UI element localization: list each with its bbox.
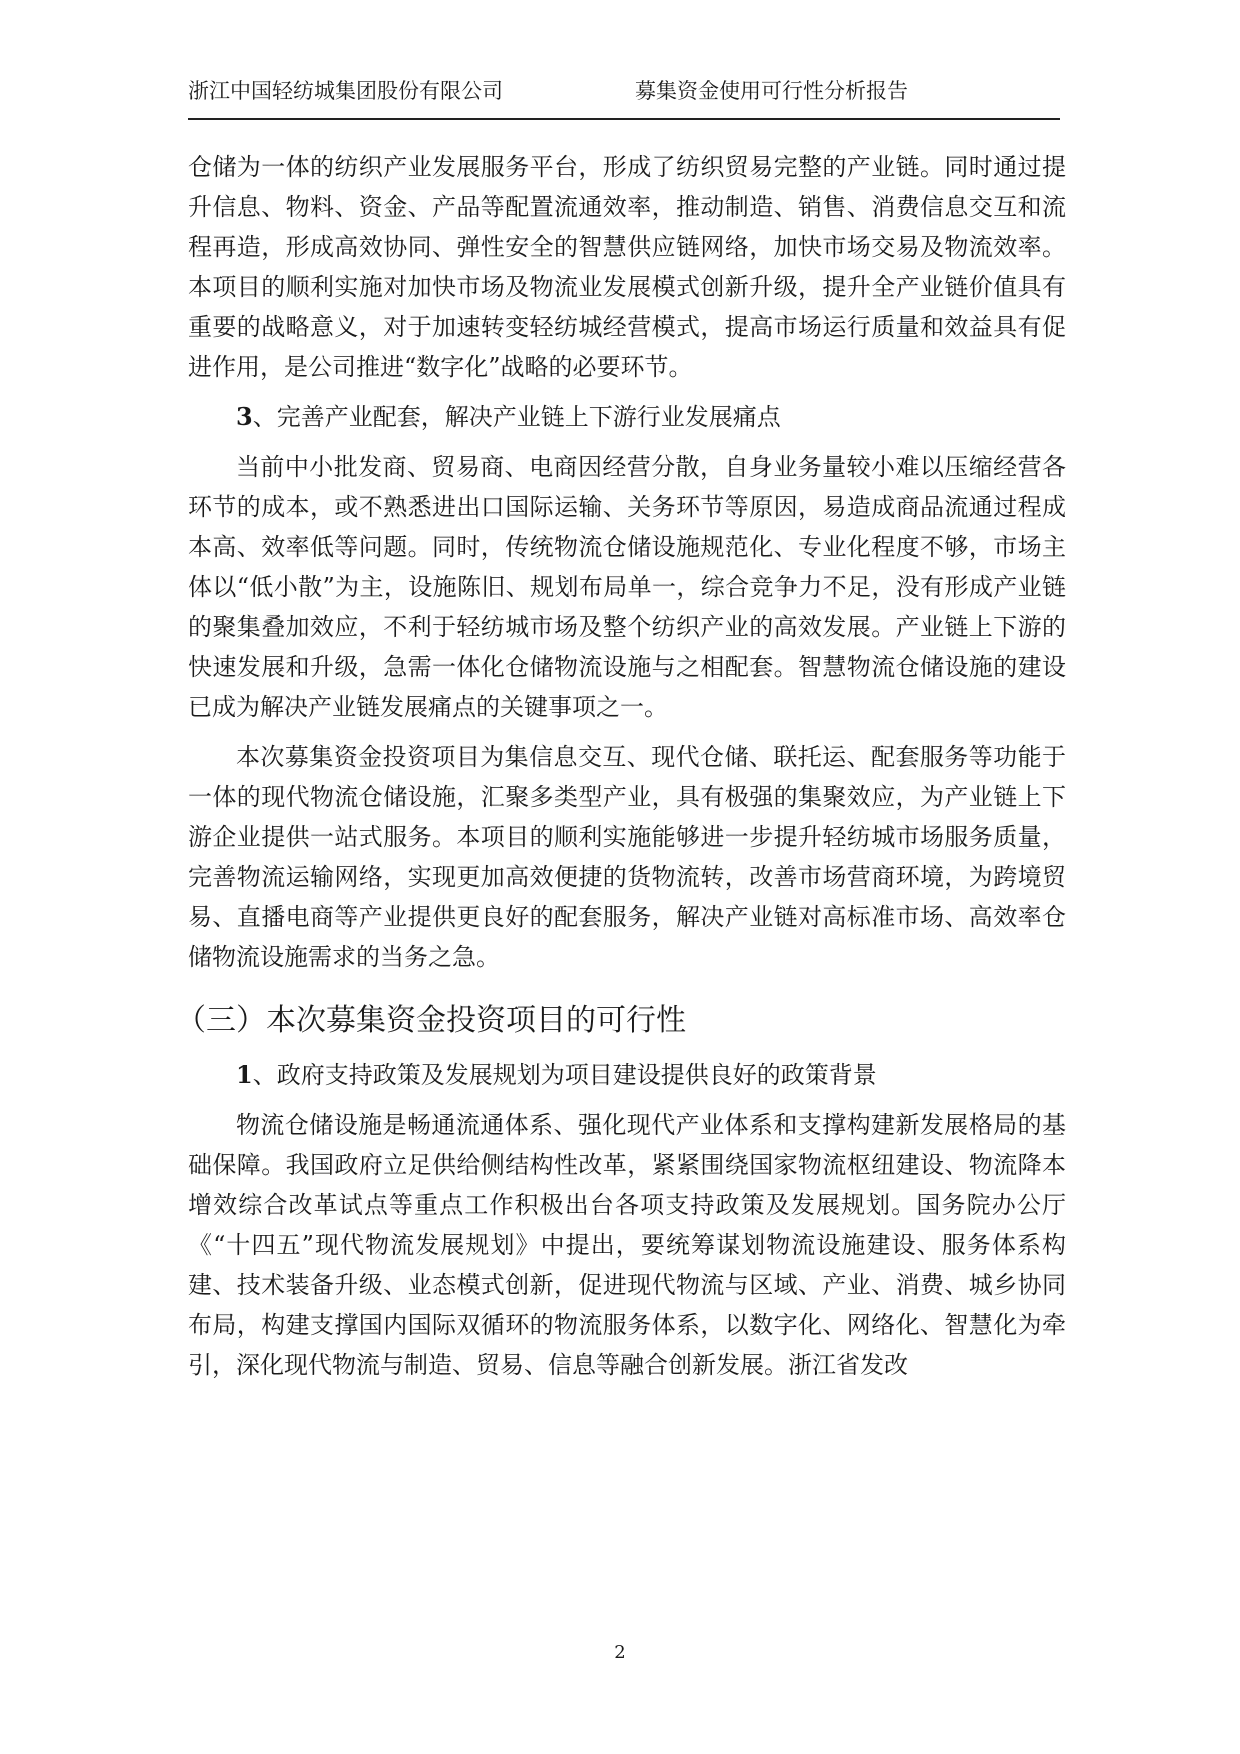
header-report-title: 募集资金使用可行性分析报告 [635, 79, 908, 103]
subheading-1-title: 、政府支持政策及发展规划为项目建设提供良好的政策背景 [252, 1061, 877, 1089]
subheading-1 [188, 1055, 1066, 1095]
paragraph-sub3-2: 本次募集资金投资项目为集信息交互、现代仓储、联托运、配套服务等功能于一体的现代物流仓储设施，汇聚多类型产业，具有极强的集聚效应，为产业链上下游企业提供一站式服务。本项目的顺利实施能够进一步提升轻纺城市场服务质量，完善物流运输网络，实现更加高效便捷的货物流转，改善市场营商环境，为跨境贸易、直播电商等产业提供更良好的配套服务，解决产业链对高标准市场、高效率仓储物流设施需求的当务之急。 [188, 743, 1066, 971]
page-number: 2 [614, 1642, 626, 1663]
subheading-3-title: 、完善产业配套，解决产业链上下游行业发展痛点 [252, 403, 781, 431]
subheading-1-number: 1 [236, 1060, 253, 1089]
page-header [188, 72, 1060, 120]
paragraph-sub1-1: 物流仓储设施是畅通流通体系、强化现代产业体系和支撑构建新发展格局的基础保障。我国政府立足供给侧结构性改革，紧紧围绕国家物流枢纽建设、物流降本增效综合改革试点等重点工作积极出台各项支持政策及发展规划。国务院办公厅《“十四五”现代物流发展规划》中提出，要统筹谋划物流设施建设、服务体系构建、技术装备升级、业态模式创新，促进现代物流与区域、产业、消费、城乡协同布局，构建支撑国内国际双循环的物流服务体系，以数字化、网络化、智慧化为牵引，深化现代物流与制造、贸易、信息等融合创新发展。浙江省发改 [188, 1111, 1066, 1379]
subheading-3 [188, 397, 1066, 437]
paragraph-sub3-1: 当前中小批发商、贸易商、电商因经营分散，自身业务量较小难以压缩经营各环节的成本，或不熟悉进出口国际运输、关务环节等原因，易造成商品流通过程成本高、效率低等问题。同时，传统物流仓储设施规范化、专业化程度不够，市场主体以“低小散”为主，设施陈旧、规划布局单一，综合竞争力不足，没有形成产业链的聚集叠加效应，不利于轻纺城市场及整个纺织产业的高效发展。产业链上下游的快速发展和升级，急需一体化仓储物流设施与之相配套。智慧物流仓储设施的建设已成为解决产业链发展痛点的关键事项之一。 [188, 453, 1066, 721]
paragraph-continuation: 仓储为一体的纺织产业发展服务平台，形成了纺织贸易完整的产业链。同时通过提升信息、物料、资金、产品等配置流通效率，推动制造、销售、消费信息交互和流程再造，形成高效协同、弹性安全的智慧供应链网络，加快市场交易及物流效率。本项目的顺利实施对加快市场及物流业发展模式创新升级，提升全产业链价值具有重要的战略意义，对于加速转变轻纺城经营模式，提高市场运行质量和效益具有促进作用，是公司推进“数字化”战略的必要环节。 [188, 153, 1066, 381]
header-company-name: 浙江中国轻纺城集团股份有限公司 [188, 79, 503, 103]
document-body [176, 147, 1066, 1385]
section-heading-feasibility: （三）本次募集资金投资项目的可行性 [176, 1003, 686, 1038]
subheading-3-number: 3 [236, 402, 253, 431]
